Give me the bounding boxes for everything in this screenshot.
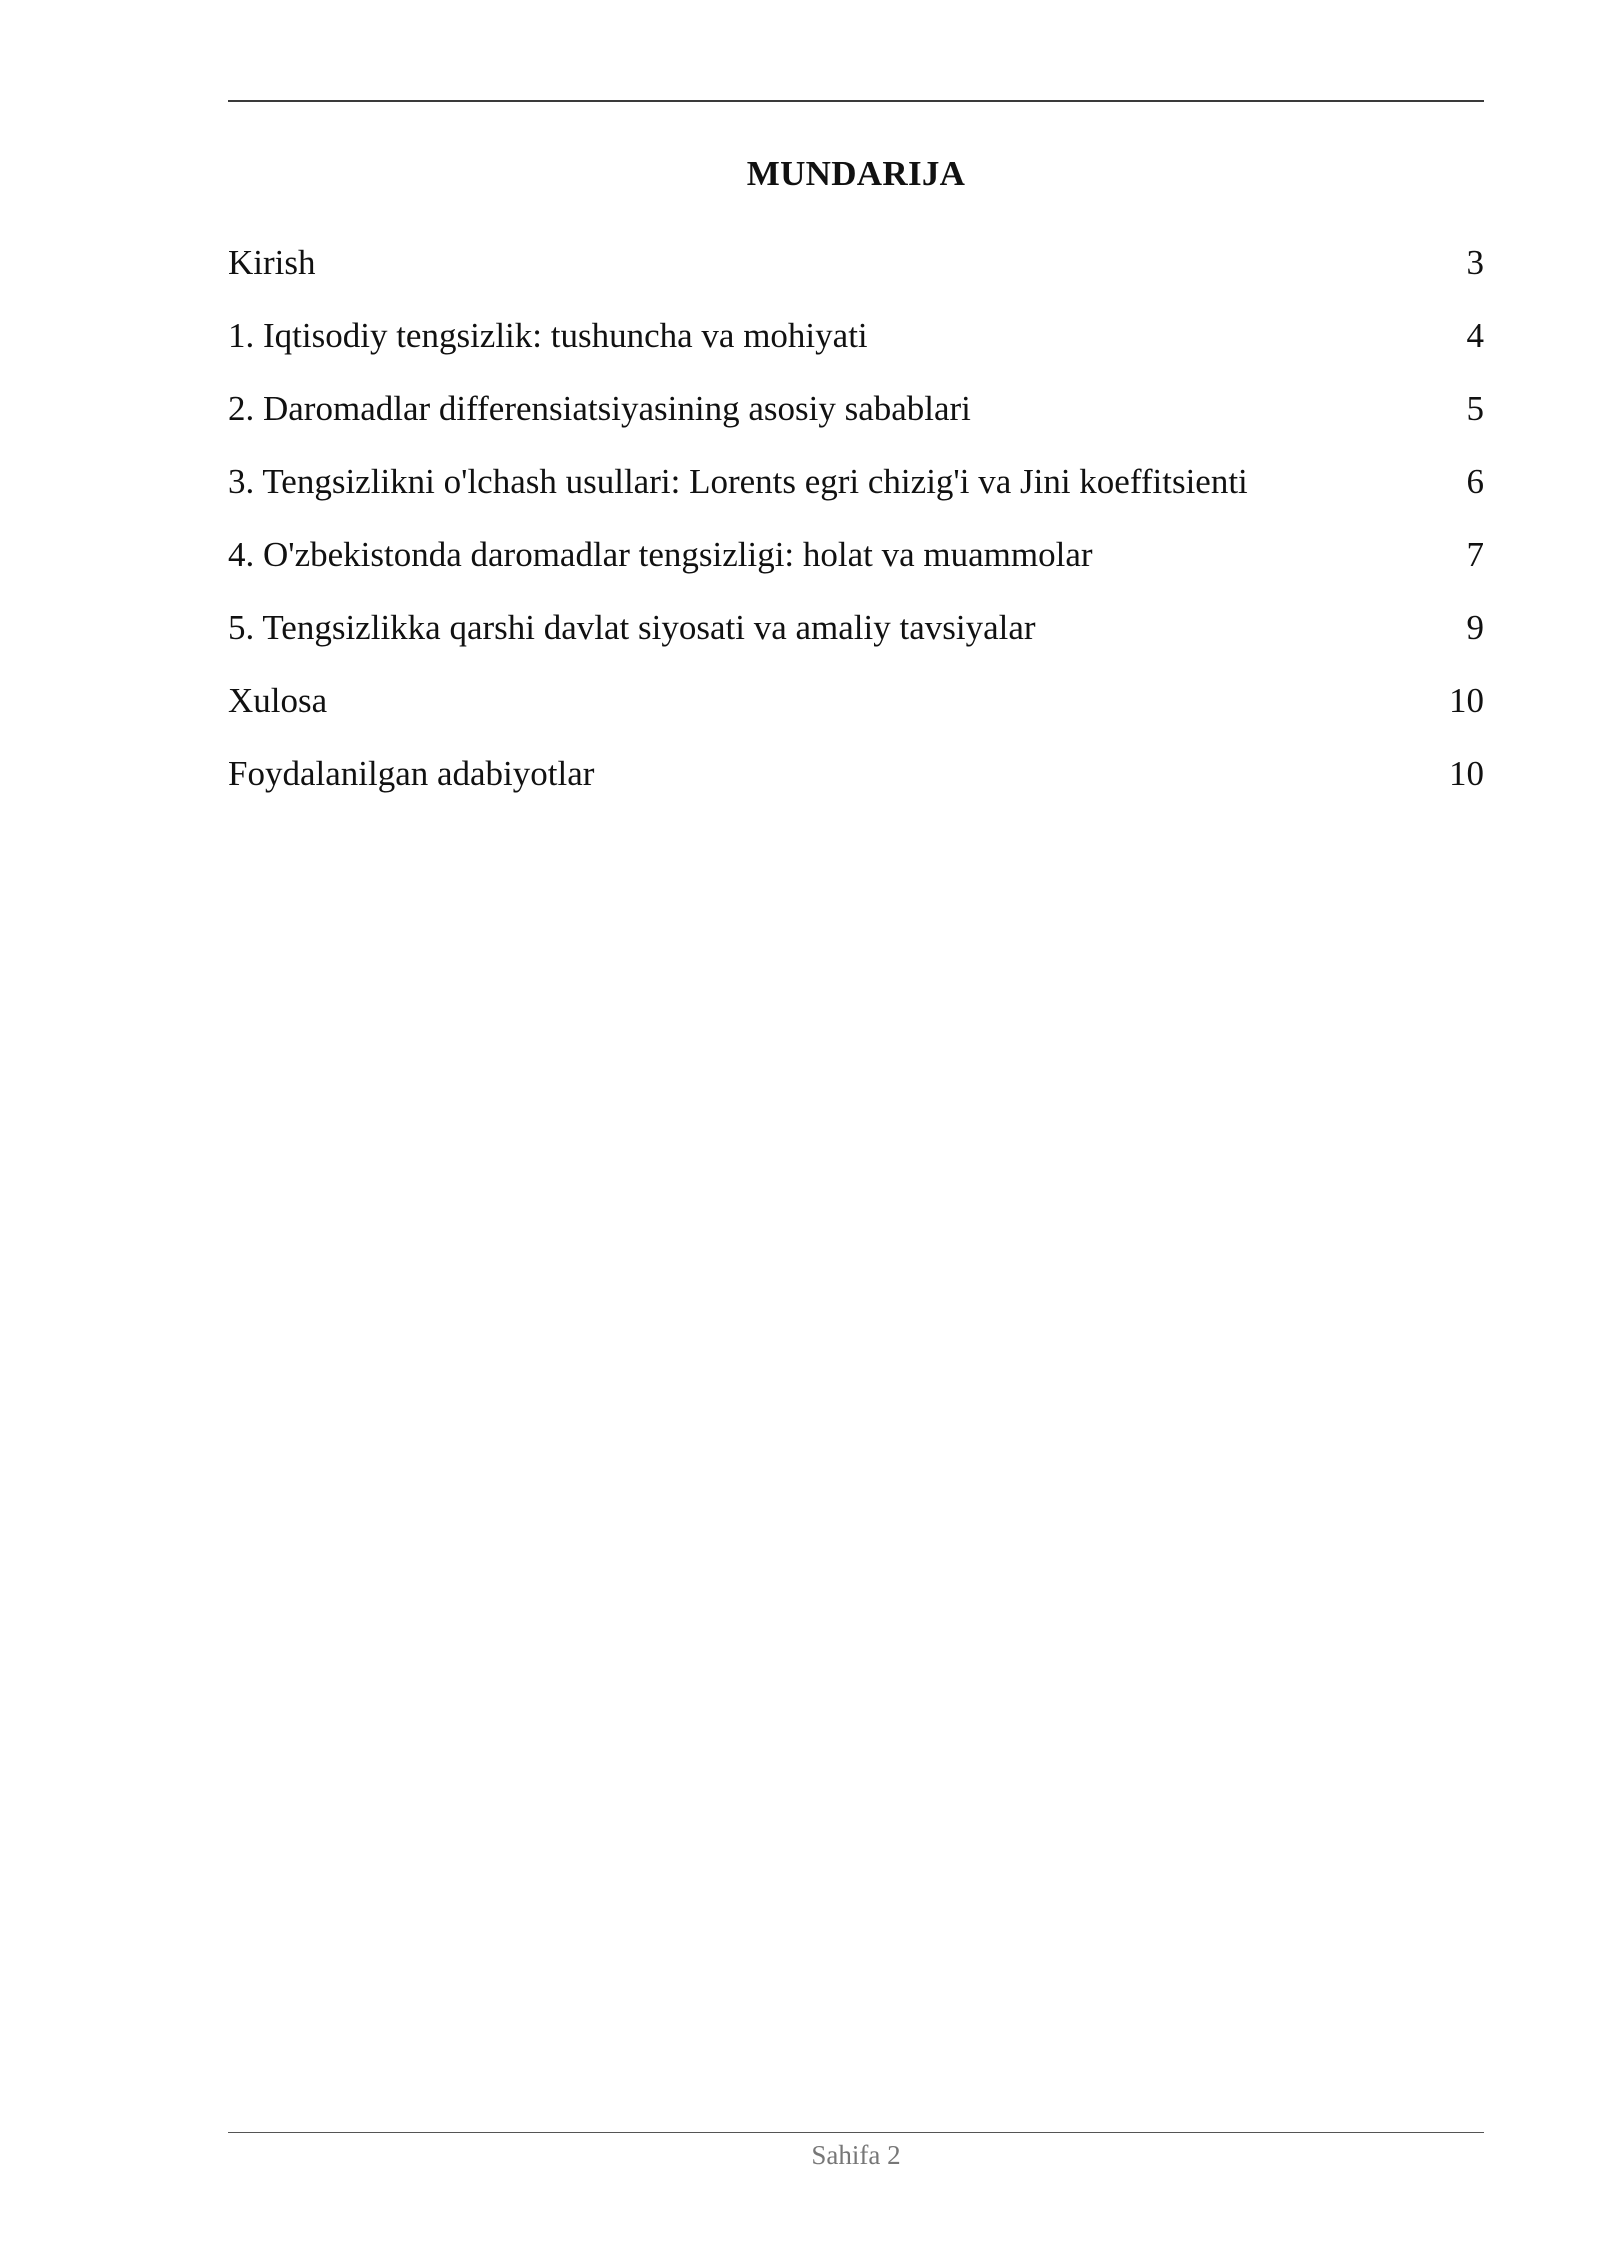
toc-entry-label: 4. O'zbekistonda daromadlar tengsizligi: holat va muammolar [228, 535, 1093, 574]
toc-entry-page: 6 [1466, 462, 1484, 501]
toc-entry-label: Foydalanilgan adabiyotlar [228, 754, 595, 793]
toc-entry-page: 7 [1466, 535, 1484, 574]
toc-entry-page: 9 [1466, 608, 1484, 647]
toc-entry-page: 3 [1466, 243, 1484, 282]
toc-entry-section-1[interactable] [228, 311, 1484, 384]
toc-entry-section-3[interactable] [228, 457, 1484, 530]
toc-entry-page: 10 [1449, 681, 1484, 720]
toc-entry-label: Kirish [228, 243, 316, 282]
footer-rule [228, 2132, 1484, 2133]
page-number-footer: Sahifa 2 [811, 2140, 901, 2170]
toc-entry-label: 3. Tengsizlikni o'lchash usullari: Lorents egri chizig'i va Jini koeffitsienti [228, 462, 1248, 501]
toc-entry-xulosa[interactable] [228, 676, 1484, 749]
toc-entry-section-5[interactable] [228, 603, 1484, 676]
toc-entry-page: 10 [1449, 754, 1484, 793]
toc-entry-label: 5. Tengsizlikka qarshi davlat siyosati va amaliy tavsiyalar [228, 608, 1036, 647]
toc-entry-label: 1. Iqtisodiy tengsizlik: tushuncha va mohiyati [228, 316, 868, 355]
toc-entry-label: 2. Daromadlar differensiatsiyasining asosiy sabablari [228, 389, 971, 428]
toc-entry-page: 5 [1466, 389, 1484, 428]
toc-entry-page: 4 [1466, 316, 1484, 355]
toc-entry-section-2[interactable] [228, 384, 1484, 457]
toc-entry-kirish[interactable] [228, 238, 1484, 311]
table-of-contents [228, 238, 1484, 822]
toc-title: MUNDARIJA [746, 154, 966, 193]
header-rule [228, 100, 1484, 102]
toc-entry-label: Xulosa [228, 681, 328, 720]
toc-entry-adabiyotlar[interactable] [228, 749, 1484, 822]
toc-entry-section-4[interactable] [228, 530, 1484, 603]
